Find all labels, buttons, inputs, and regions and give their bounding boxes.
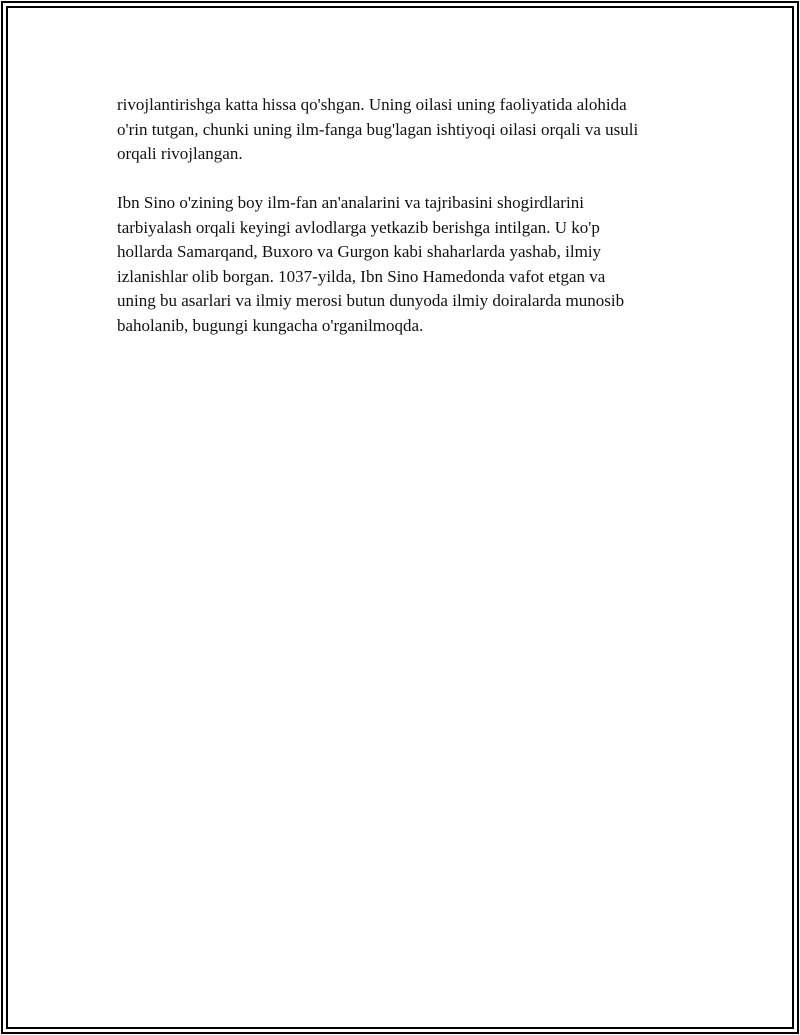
text-line: o'rin tutgan, chunki uning ilm-fanga bug'lagan ishtiyoqi oilasi orqali va usuli: [117, 119, 639, 139]
document-body: [117, 93, 697, 363]
text-line: rivojlantirishga katta hissa qo'shgan. Uning oilasi uning faoliyatida alohida: [117, 95, 627, 114]
text-line: hollarda Samarqand, Buxoro va Gurgon kabi shaharlarda yashab, ilmiy: [117, 242, 602, 261]
text-line: orqali rivojlangan.: [117, 144, 243, 163]
text-line: izlanishlar olib borgan. 1037-yilda, Ibn Sino Hamedonda vafot etgan va: [117, 266, 606, 286]
text-line: Ibn Sino o'zining boy ilm-fan an'analarini va tajribasini shogirdlarini: [117, 193, 584, 212]
text-line: baholanib, bugungi kungacha o'rganilmoqda.: [117, 315, 424, 335]
text-line: uning bu asarlari va ilmiy merosi butun dunyoda ilmiy doiralarda munosib: [117, 291, 625, 310]
paragraph-2: [117, 191, 697, 338]
paragraph-1: [117, 93, 697, 167]
text-line: tarbiyalash orqali keyingi avlodlarga yetkazib berishga intilgan. U ko'p: [117, 217, 600, 237]
